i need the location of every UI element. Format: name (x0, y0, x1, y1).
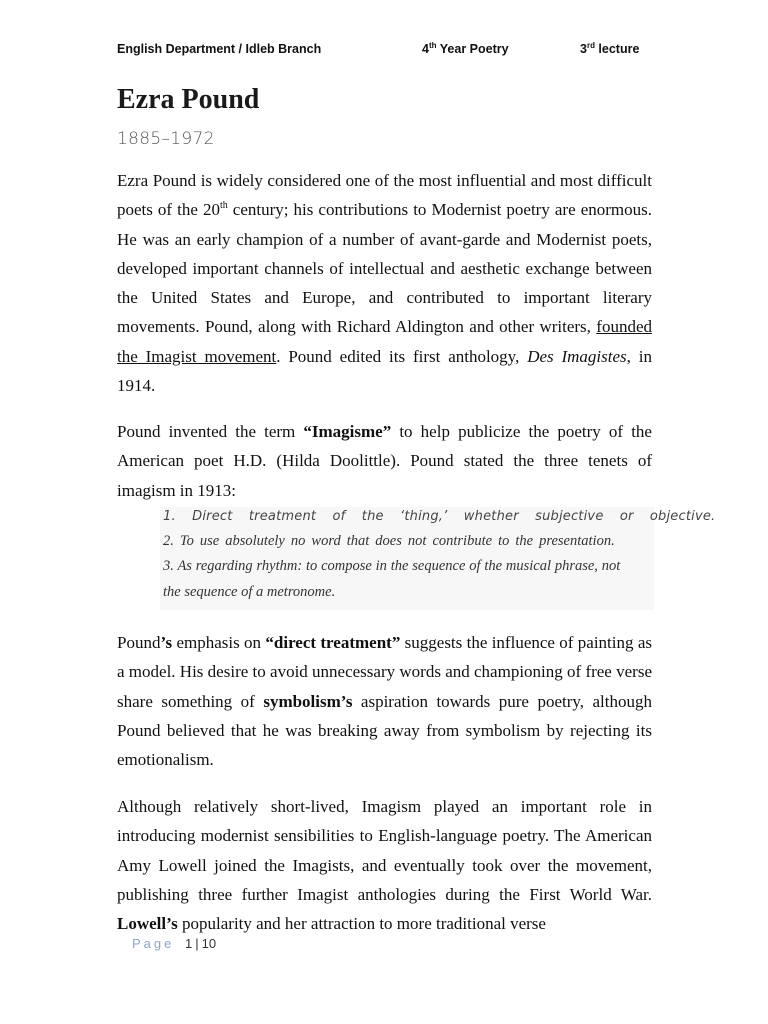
header-lecture-number: 3 (580, 42, 587, 56)
paragraph-imagisme (117, 417, 652, 505)
anthology-title: Des Imagistes (527, 346, 627, 366)
footer-page-label: Page (132, 936, 175, 951)
paragraph-lowell (117, 792, 652, 938)
header-course-suffix: th (428, 41, 437, 50)
century-suffix: th (219, 200, 228, 212)
possessive-suffix: ’s (160, 633, 173, 652)
paragraph-intro-text-d: , in 1914. (117, 346, 652, 396)
paragraph-direct-treatment-text-d: aspiration towards pure poetry, although Pound believed that he was breaking away from symbolism by rejecting its emotionalism. (117, 691, 653, 770)
paragraph-direct-treatment-text-a: Pound (117, 633, 161, 652)
header-course (422, 42, 509, 56)
header-lecture (580, 42, 639, 56)
paragraph-imagisme-text-a: Pound invented the term (117, 422, 304, 441)
paragraph-direct-treatment-text-c: suggests the influence of painting as a model. His desire to avoid unnecessary words and championing of free verse share something of (117, 633, 652, 711)
header-course-number: 4 (422, 42, 429, 56)
tenet-2: 2. To use absolutely no word that does not contribute to the presentation. (163, 533, 615, 549)
page-header (117, 42, 652, 62)
imagist-movement-link[interactable]: founded the Imagist movement (117, 317, 652, 366)
tenets-blockquote (160, 507, 716, 610)
footer-page-total: 10 (201, 936, 217, 951)
page-footer (132, 936, 216, 951)
footer-page-number: 1 (185, 936, 193, 951)
tenet-3: 3. As regarding rhythm: to compose in the sequence of the musical phrase, not (163, 558, 621, 574)
lowell-term: Lowell’s (117, 914, 178, 934)
paragraph-direct-treatment (117, 628, 652, 774)
paragraph-lowell-text-b: popularity and her attraction to more traditional verse (177, 914, 546, 934)
header-lecture-suffix: rd (586, 41, 595, 50)
page-title: Ezra Pound (117, 84, 260, 115)
tenet-1: 1. Direct treatment of the ‘thing,’ whether subjective or objective. (163, 509, 716, 524)
direct-treatment-term: “direct treatment” (265, 633, 401, 652)
paragraph-imagisme-text-b: to help publicize the poetry of the American poet H.D. (Hilda Doolittle). Pound stated the three tenets of imagism in 1913: (117, 422, 652, 500)
paragraph-intro-text-c: . Pound edited its first anthology, (276, 346, 528, 366)
paragraph-intro-text-a: Ezra Pound is widely considered one of the most influential and most difficult poets of the 20 (117, 171, 652, 220)
symbolism-term: symbolism’s (263, 691, 353, 711)
paragraph-intro-text-b: century; his contributions to Modernist poetry are enormous. He was an early champion of a number of avant-garde and Modernist poets, developed important channels of intellectual and aesthetic exchange between the United States and Europe, and contributed to important literary movements. Pound, along with Richard Aldington and other writers, (117, 200, 652, 337)
header-lecture-label: lecture (594, 42, 640, 56)
imagisme-term: “Imagisme” (303, 422, 392, 441)
paragraph-direct-treatment-text-b: emphasis on (172, 633, 266, 652)
footer-separator: | (195, 936, 199, 951)
header-department: English Department / Idleb Branch (117, 42, 322, 56)
tenet-3-continued: the sequence of a metronome. (163, 584, 336, 600)
paragraph-intro (117, 166, 652, 400)
paragraph-lowell-text-a: Although relatively short-lived, Imagism played an important role in introducing modernist sensibilities to English-language poetry. The American Amy Lowell joined the Imagists, and eventually took over the movement, publishing three further Imagist anthologies during the First World War. (117, 797, 652, 904)
header-course-label: Year Poetry (436, 42, 509, 56)
poet-lifespan: 1885–1972 (117, 129, 215, 149)
